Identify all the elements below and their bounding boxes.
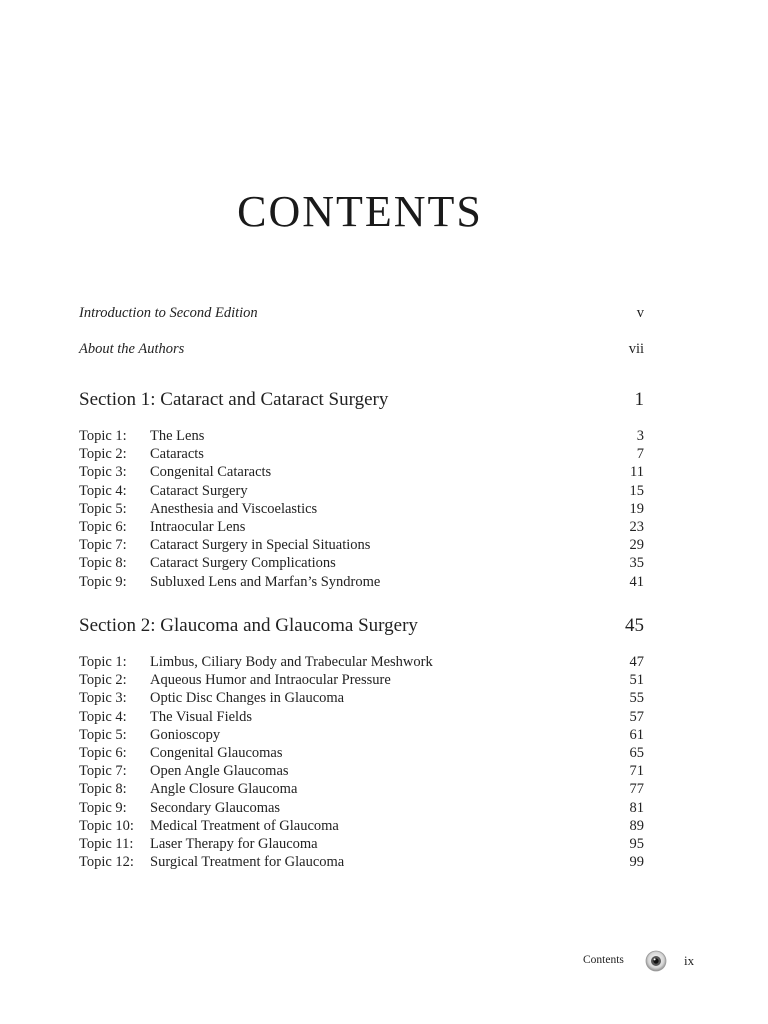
topic-page: 51 — [629, 672, 644, 689]
topic-row[interactable] — [79, 671, 644, 689]
topic-page: 65 — [629, 744, 644, 761]
topic-row[interactable] — [79, 482, 644, 500]
topic-title: Cataract Surgery in Special Situations — [150, 537, 371, 554]
topic-row[interactable] — [79, 744, 644, 762]
topic-number: Topic 4: — [79, 482, 127, 499]
topic-row[interactable] — [79, 554, 644, 572]
topic-row[interactable] — [79, 445, 644, 463]
topic-number: Topic 5: — [79, 500, 127, 517]
eye-icon — [645, 950, 667, 972]
topic-number: Topic 3: — [79, 690, 127, 707]
topic-number: Topic 10: — [79, 817, 134, 834]
topic-title: Congenital Glaucomas — [150, 744, 283, 761]
topic-row[interactable] — [79, 573, 644, 591]
section-title: Section 1: Cataract and Cataract Surgery — [79, 389, 389, 410]
topic-title: Optic Disc Changes in Glaucoma — [150, 690, 345, 707]
topic-number: Topic 9: — [79, 573, 127, 590]
topic-number: Topic 7: — [79, 537, 127, 554]
topic-title: Aqueous Humor and Intraocular Pressure — [150, 672, 391, 689]
topic-number: Topic 2: — [79, 446, 127, 463]
page-title: CONTENTS — [237, 187, 483, 236]
running-footer-label: Contents — [583, 954, 624, 966]
topic-row[interactable] — [79, 853, 644, 871]
topic-title: Anesthesia and Viscoelastics — [150, 500, 318, 517]
topic-row[interactable] — [79, 463, 644, 481]
topic-title: Secondary Glaucomas — [150, 799, 281, 816]
topic-row[interactable] — [79, 653, 644, 671]
entry-title: About the Authors — [79, 341, 185, 357]
section-page: 45 — [625, 615, 644, 636]
topic-page: 41 — [629, 573, 644, 590]
page-number: ix — [684, 953, 695, 968]
topic-number: Topic 1: — [79, 654, 127, 670]
topic-row[interactable] — [79, 518, 644, 536]
topic-page: 71 — [629, 763, 644, 780]
section-title: Section 2: Glaucoma and Glaucoma Surgery — [79, 615, 418, 636]
topic-number: Topic 7: — [79, 763, 127, 780]
topic-number: Topic 6: — [79, 518, 127, 535]
topic-number: Topic 8: — [79, 555, 127, 572]
topic-number: Topic 6: — [79, 744, 127, 761]
topic-page: 7 — [636, 446, 644, 463]
topic-page: 47 — [629, 654, 644, 670]
topic-title: Medical Treatment of Glaucoma — [150, 817, 339, 834]
topic-row[interactable] — [79, 500, 644, 518]
topic-title: Cataracts — [150, 446, 204, 463]
topic-title: Cataract Surgery Complications — [150, 555, 336, 572]
topic-row[interactable] — [79, 689, 644, 707]
topic-page: 81 — [629, 799, 644, 816]
topic-row[interactable] — [79, 726, 644, 744]
topic-page: 57 — [629, 708, 644, 725]
topic-number: Topic 4: — [79, 708, 127, 725]
topic-title: Open Angle Glaucomas — [150, 763, 289, 780]
entry-page: vii — [628, 341, 644, 357]
topic-page: 19 — [629, 500, 644, 517]
topic-title: The Lens — [150, 428, 205, 444]
topic-number: Topic 2: — [79, 672, 127, 689]
topic-page: 15 — [629, 482, 644, 499]
topic-row[interactable] — [79, 427, 644, 445]
topic-title: Intraocular Lens — [150, 518, 246, 535]
topic-page: 11 — [630, 464, 644, 481]
topic-title: Subluxed Lens and Marfan’s Syndrome — [150, 573, 381, 590]
front-matter-entry[interactable] — [79, 341, 644, 358]
topic-page: 61 — [629, 726, 644, 743]
topic-page: 89 — [629, 817, 644, 834]
topic-page: 95 — [629, 835, 644, 852]
topic-number: Topic 11: — [79, 835, 134, 852]
section-heading[interactable] — [79, 389, 644, 411]
section-page: 1 — [634, 389, 644, 410]
topic-page: 99 — [629, 854, 644, 871]
section-heading[interactable] — [79, 615, 644, 637]
topic-row[interactable] — [79, 835, 644, 853]
topic-title: Laser Therapy for Glaucoma — [150, 835, 318, 852]
front-matter-entry[interactable] — [79, 305, 644, 322]
topic-number: Topic 5: — [79, 726, 127, 743]
topic-row[interactable] — [79, 780, 644, 798]
topic-title: Angle Closure Glaucoma — [150, 781, 298, 798]
section-2-topic-list — [79, 653, 644, 871]
section-1-topic-list — [79, 427, 644, 591]
topic-number: Topic 1: — [79, 428, 127, 444]
topic-title: Limbus, Ciliary Body and Trabecular Meshwork — [150, 654, 433, 670]
topic-page: 3 — [636, 428, 644, 444]
page-footer — [560, 950, 710, 974]
topic-row[interactable] — [79, 817, 644, 835]
entry-title: Introduction to Second Edition — [79, 305, 258, 321]
topic-row[interactable] — [79, 799, 644, 817]
entry-page: v — [636, 305, 644, 321]
topic-title: Surgical Treatment for Glaucoma — [150, 854, 345, 871]
topic-number: Topic 12: — [79, 854, 134, 871]
topic-title: The Visual Fields — [150, 708, 252, 725]
topic-page: 23 — [629, 518, 644, 535]
topic-number: Topic 3: — [79, 464, 127, 481]
topic-page: 55 — [629, 690, 644, 707]
topic-title: Gonioscopy — [150, 726, 221, 743]
topic-row[interactable] — [79, 762, 644, 780]
topic-page: 77 — [629, 781, 644, 798]
topic-title: Cataract Surgery — [150, 482, 248, 499]
topic-row[interactable] — [79, 708, 644, 726]
topic-page: 29 — [629, 537, 644, 554]
topic-number: Topic 8: — [79, 781, 127, 798]
topic-number: Topic 9: — [79, 799, 127, 816]
topic-page: 35 — [629, 555, 644, 572]
topic-row[interactable] — [79, 536, 644, 554]
topic-title: Congenital Cataracts — [150, 464, 272, 481]
